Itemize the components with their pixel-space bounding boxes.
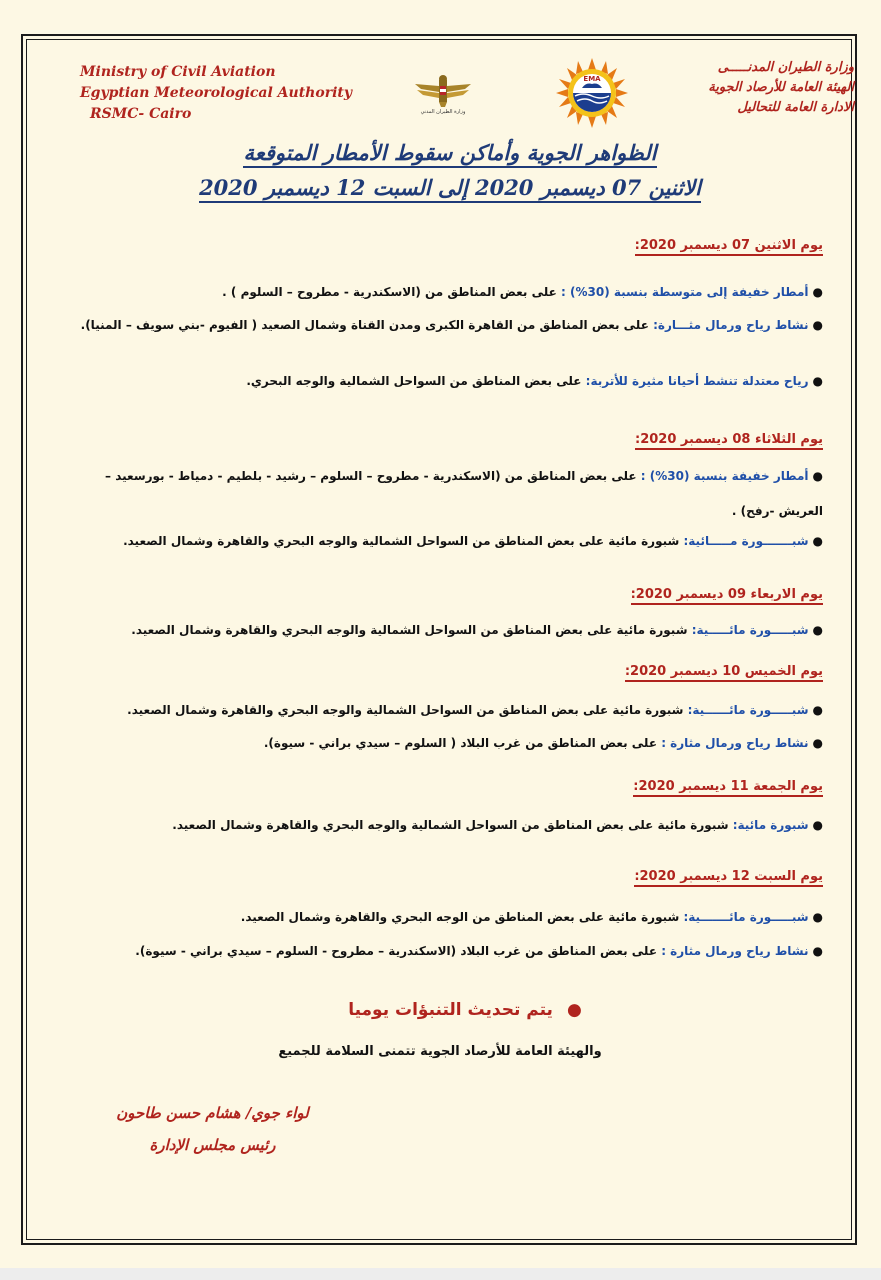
forecast-phenomenon: شبـــــورة مائــــــية: — [687, 703, 809, 717]
forecast-item — [131, 623, 823, 637]
forecast-item — [123, 534, 823, 548]
bulletin-period-text: الاثنين 07 ديسمبر 2020 إلى السبت 12 ديسمبر 2020 — [199, 175, 701, 203]
update-note-text: يتم تحديث التنبؤات يوميا — [348, 1000, 553, 1020]
forecast-item — [135, 944, 823, 958]
bulletin-period — [150, 175, 750, 200]
forecast-item — [73, 314, 823, 337]
forecast-phenomenon: شبـــــــورة مـــــائية: — [683, 534, 809, 548]
bullet-icon: ● — [812, 285, 823, 299]
arabic-header — [594, 58, 854, 118]
forecast-areas: شبورة مائية على بعض المناطق من السواحل الشمالية والوجه البحري والقاهرة وشمال الصعيد. — [127, 703, 688, 717]
forecast-phenomenon: شبورة مائية: — [732, 818, 809, 832]
bullet-icon: ● — [812, 534, 823, 548]
forecast-areas: على بعض المناطق من (الاسكندرية - مطروح – السلوم – رشيد - بلطيم - دمياط - بورسعيد – العريش -رفح) . — [105, 469, 823, 518]
english-header-authority: Egyptian Meteorological Authority — [80, 85, 352, 101]
day-heading-saturday: يوم السبت 12 ديسمبر 2020: — [634, 869, 823, 887]
forecast-item — [246, 374, 823, 388]
arabic-header-ministry: وزارة الطيران المدنـــــى — [717, 60, 854, 75]
forecast-phenomenon: شبـــــورة مائـــــية: — [691, 623, 809, 637]
signatory-title: رئيس مجلس الإدارة — [149, 1136, 276, 1154]
bullet-icon: ● — [812, 703, 823, 717]
ministry-eagle-logo-icon — [413, 72, 473, 122]
arabic-header-department: الادارة العامة للتحاليل — [737, 100, 854, 115]
forecast-item — [172, 818, 823, 832]
bullet-icon: ● — [812, 623, 823, 637]
day-heading-tuesday: يوم الثلاثاء 08 ديسمبر 2020: — [635, 432, 823, 450]
forecast-areas: على بعض المناطق من غرب البلاد (الاسكندرية – مطروح - السلوم – سيدي براني - سيوة). — [135, 944, 662, 958]
bullet-icon: ● — [812, 910, 823, 924]
signatory-name: لواء جوي/ هشام حسن طاحون — [116, 1104, 309, 1122]
forecast-item — [264, 736, 823, 750]
english-header-rsmc: RSMC- Cairo — [90, 106, 192, 122]
bullet-icon: ● — [812, 944, 823, 958]
forecast-areas: على بعض المناطق من السواحل الشمالية والوجه البحري. — [246, 374, 586, 388]
bullet-icon: ● — [812, 469, 823, 483]
day-heading-monday: يوم الاثنين 07 ديسمبر 2020: — [635, 238, 823, 256]
forecast-areas: شبورة مائية على بعض المناطق من الوجه البحري والقاهرة وشمال الصعيد. — [240, 910, 684, 924]
forecast-phenomenon: نشاط رياح ورمال مثـــارة: — [653, 318, 809, 332]
forecast-areas: شبورة مائية على بعض المناطق من السواحل الشمالية والوجه البحري والقاهرة وشمال الصعيد. — [172, 818, 733, 832]
forecast-phenomenon: أمطار خفيفة إلى متوسطة بنسبة (30%) : — [561, 285, 809, 299]
update-note — [200, 1000, 730, 1020]
arabic-header-authority: الهيئة العامة للأرصاد الجوية — [708, 80, 854, 95]
forecast-phenomenon: نشاط رياح ورمال مثارة : — [661, 736, 809, 750]
forecast-areas: شبورة مائية على بعض المناطق من السواحل الشمالية والوجه البحري والقاهرة وشمال الصعيد. — [123, 534, 684, 548]
forecast-areas: شبورة مائية على بعض المناطق من السواحل الشمالية والوجه البحري والقاهرة وشمال الصعيد. — [131, 623, 692, 637]
bullet-icon: ● — [812, 736, 823, 750]
closing-statement: والهيئة العامة للأرصاد الجوية تتمنى السلامة للجميع — [278, 1044, 602, 1059]
bullet-icon: ● — [566, 1000, 582, 1020]
day-heading-wednesday: يوم الاربعاء 09 ديسمبر 2020: — [631, 587, 823, 605]
bulletin-title-text: الظواهر الجوية وأماكن سقوط الأمطار المتوقعة — [243, 140, 656, 168]
ministry-logo-caption: وزارة الطيران المدني — [420, 109, 466, 115]
bullet-icon: ● — [812, 318, 823, 332]
bullet-icon: ● — [812, 818, 823, 832]
bulletin-title — [150, 140, 750, 165]
forecast-areas: على بعض المناطق من (الاسكندرية - مطروح – السلوم ) . — [222, 285, 562, 299]
forecast-areas: على بعض المناطق من القاهرة الكبرى ومدن القناة وشمال الصعيد ( الفيوم -بني سويف – المنيا). — [80, 318, 654, 332]
english-header-ministry: Ministry of Civil Aviation — [80, 64, 276, 80]
ema-logo-text: EMA — [583, 75, 601, 83]
page-border-inner — [26, 39, 852, 1240]
forecast-areas: على بعض المناطق من غرب البلاد ( السلوم – سيدي براني - سيوة). — [263, 736, 662, 750]
english-header — [80, 62, 380, 125]
forecast-item — [73, 459, 823, 529]
day-heading-thursday: يوم الخميس 10 ديسمبر 2020: — [625, 664, 823, 682]
forecast-item — [222, 285, 823, 299]
forecast-phenomenon: أمطار خفيفة بنسبة (30%) : — [640, 469, 809, 483]
day-heading-friday: يوم الجمعة 11 ديسمبر 2020: — [633, 779, 823, 797]
bullet-icon: ● — [812, 374, 823, 388]
forecast-item — [127, 703, 823, 717]
forecast-phenomenon: شبـــــورة مائـــــــية: — [683, 910, 809, 924]
forecast-phenomenon: رياح معتدلة تنشط أحيانا مثيرة للأتربة: — [585, 374, 809, 388]
forecast-item — [241, 910, 823, 924]
forecast-phenomenon: نشاط رياح ورمال مثارة : — [661, 944, 809, 958]
